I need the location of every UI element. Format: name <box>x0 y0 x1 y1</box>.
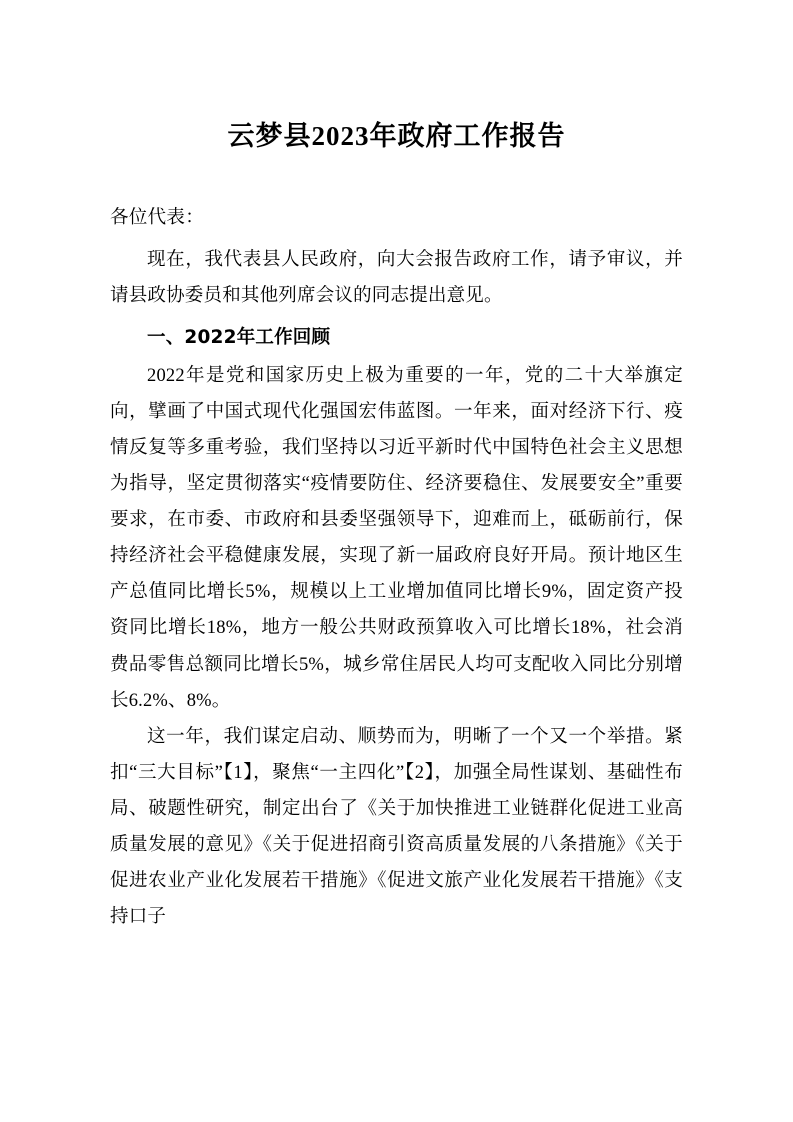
body-paragraph-2: 这一年，我们谋定启动、顺势而为，明晰了一个又一个举措。紧扣“三大目标”【1】，聚焦“一主四化”【2】，加强全局性谋划、基础性布局、破题性研究，制定出台了《关于加快推进工业链群化促进工业高质量发展的意见》《关于促进招商引资高质量发展的八条措施》《关于促进农业产业化发展若干措施》《促进文旅产业化发展若干措施》《支持口子 <box>110 726 683 927</box>
page-title: 云梦县2023年政府工作报告 <box>227 121 566 151</box>
salutation: 各位代表： <box>110 207 205 228</box>
intro-paragraph: 现在，我代表县人民政府，向大会报告政府工作，请予审议，并请县政协委员和其他列席会议的同志提出意见。 <box>110 249 683 306</box>
body-paragraph-1: 2022年是党和国家历史上极为重要的一年，党的二十大举旗定向，擘画了中国式现代化强国宏伟蓝图。一年来，面对经济下行、疫情反复等多重考验，我们坚持以习近平新时代中国特色社会主义思想为指导，坚定贯彻落实“疫情要防住、经济要稳住、发展要安全”重要要求，在市委、市政府和县委坚强领导下，迎难而上，砥砺前行，保持经济社会平稳健康发展，实现了新一届政府良好开局。预计地区生产总值同比增长5%，规模以上工业增加值同比增长9%，固定资产投资同比增长18%，地方一般公共财政预算收入可比增长18%，社会消费品零售总额同比增长5%，城乡常住居民人均可支配收入同比分别增长6.2%、8%。 <box>110 366 683 711</box>
section-heading-2022-review: 一、2022年工作回顾 <box>147 326 331 348</box>
